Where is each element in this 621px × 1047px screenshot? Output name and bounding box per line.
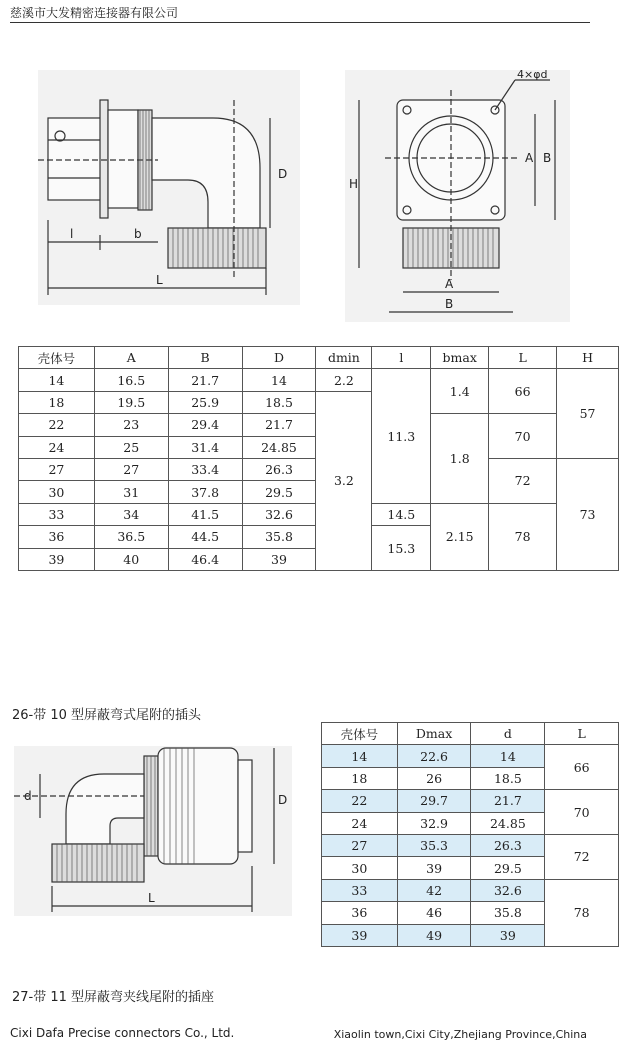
table-cell: 29.7 (397, 790, 471, 812)
table-cell: 35.8 (471, 902, 545, 924)
plug-side-view-drawing (14, 746, 292, 916)
table-cell: 29.4 (168, 414, 242, 436)
table-cell: 18 (322, 767, 398, 789)
table-cell: 39 (397, 857, 471, 879)
table-row (322, 745, 619, 767)
table-cell: 3.2 (316, 391, 372, 570)
table-header-row (322, 723, 619, 745)
table-cell: 24 (19, 436, 95, 458)
table-cell: 36.5 (94, 526, 168, 548)
table-cell: 36 (322, 902, 398, 924)
table-cell: 11.3 (372, 369, 431, 503)
table-cell: 72 (489, 458, 557, 503)
table-cell: 1.4 (431, 369, 489, 414)
table-cell: 14.5 (372, 503, 431, 525)
page-header-company: 慈溪市大发精密连接器有限公司 (10, 6, 179, 20)
table-cell: 18.5 (242, 391, 316, 413)
dim-label-L: L (156, 273, 163, 287)
table-cell: 14 (322, 745, 398, 767)
table-cell: 33 (19, 503, 95, 525)
table-cell: 40 (94, 548, 168, 570)
receptacle-side-view-drawing (38, 70, 300, 320)
table-cell: 34 (94, 503, 168, 525)
table-header-cell: d (471, 723, 545, 745)
table-cell: 33 (322, 879, 398, 901)
plug-dimension-table (321, 722, 619, 947)
table-cell: 72 (545, 834, 619, 879)
table-cell: 1.8 (431, 414, 489, 504)
table-header-cell: l (372, 347, 431, 369)
table-cell: 16.5 (94, 369, 168, 391)
table-cell: 39 (242, 548, 316, 570)
table-cell: 44.5 (168, 526, 242, 548)
table-cell: 35.3 (397, 834, 471, 856)
receptacle-dimension-table (18, 346, 619, 571)
dim-label-l: l (70, 227, 74, 241)
table-cell: 29.5 (471, 857, 545, 879)
table-header-cell: dmin (316, 347, 372, 369)
table-cell: 24.85 (471, 812, 545, 834)
table-header-cell: D (242, 347, 316, 369)
section-title-26: 26-带 10 型屏蔽弯式尾附的插头 (12, 708, 202, 723)
table-cell: 31.4 (168, 436, 242, 458)
table-cell: 22 (322, 790, 398, 812)
table-cell: 33.4 (168, 458, 242, 480)
table-cell: 25.9 (168, 391, 242, 413)
table-header-cell: 壳体号 (19, 347, 95, 369)
table-cell: 19.5 (94, 391, 168, 413)
table-cell: 39 (322, 924, 398, 946)
table-header-cell: A (94, 347, 168, 369)
table-cell: 46.4 (168, 548, 242, 570)
table-header-cell: H (557, 347, 619, 369)
table-cell: 22.6 (397, 745, 471, 767)
table-header-cell: Dmax (397, 723, 471, 745)
table-cell: 24 (322, 812, 398, 834)
section-title-27: 27-带 11 型屏蔽弯夹线尾附的插座 (12, 990, 215, 1005)
table-cell: 31 (94, 481, 168, 503)
table-cell: 42 (397, 879, 471, 901)
table-cell: 15.3 (372, 526, 431, 571)
table-cell: 37.8 (168, 481, 242, 503)
dim-label-A-vertical: A (525, 151, 534, 165)
dim-label-b: b (134, 227, 142, 241)
table-cell: 78 (489, 503, 557, 570)
table-cell: 39 (19, 548, 95, 570)
table-cell: 57 (557, 369, 619, 459)
table-header-cell: bmax (431, 347, 489, 369)
table-header-row (19, 347, 619, 369)
table-cell: 78 (545, 879, 619, 946)
table-cell: 21.7 (242, 414, 316, 436)
table-cell: 24.85 (242, 436, 316, 458)
table-cell: 2.15 (431, 503, 489, 570)
table-header-cell: 壳体号 (322, 723, 398, 745)
table-cell: 70 (489, 414, 557, 459)
dim-label-d: d (24, 789, 32, 803)
footer-address: Xiaolin town,Cixi City,Zhejiang Province,China (333, 1028, 587, 1041)
dim-label-B-vertical: B (543, 151, 552, 165)
dim-label-D: D (278, 167, 288, 181)
footer-company: Cixi Dafa Precise connectors Co., Ltd. (10, 1026, 235, 1040)
table-row (19, 369, 619, 391)
table-cell: 26.3 (242, 458, 316, 480)
table-cell: 30 (322, 857, 398, 879)
table-cell: 66 (489, 369, 557, 414)
table-cell: 41.5 (168, 503, 242, 525)
table-row (322, 879, 619, 901)
table-cell: 23 (94, 414, 168, 436)
table-cell: 26.3 (471, 834, 545, 856)
table-cell: 30 (19, 481, 95, 503)
table-cell: 21.7 (471, 790, 545, 812)
table-cell: 22 (19, 414, 95, 436)
table-cell: 27 (322, 834, 398, 856)
table-cell: 26 (397, 767, 471, 789)
table-cell: 27 (19, 458, 95, 480)
table-cell: 14 (471, 745, 545, 767)
table-cell: 70 (545, 790, 619, 835)
table-header-cell: B (168, 347, 242, 369)
table-cell: 18.5 (471, 767, 545, 789)
table-cell: 2.2 (316, 369, 372, 391)
hole-callout-label: 4×φd (517, 70, 548, 81)
table-header-cell: L (545, 723, 619, 745)
table-cell: 39 (471, 924, 545, 946)
table-cell: 32.9 (397, 812, 471, 834)
dim-label-H: H (349, 177, 359, 191)
header-divider (10, 22, 590, 23)
table-cell: 25 (94, 436, 168, 458)
table-cell: 32.6 (242, 503, 316, 525)
table-cell: 14 (19, 369, 95, 391)
table-row (322, 790, 619, 812)
dim-label-B-horizontal: B (445, 297, 454, 311)
table-cell: 49 (397, 924, 471, 946)
dim-label-D: D (278, 793, 288, 807)
dim-label-A-horizontal: A (445, 277, 454, 291)
table-header-cell: L (489, 347, 557, 369)
dim-label-L: L (148, 891, 155, 905)
table-cell: 21.7 (168, 369, 242, 391)
table-cell: 35.8 (242, 526, 316, 548)
table-cell: 36 (19, 526, 95, 548)
table-cell: 46 (397, 902, 471, 924)
table-cell: 27 (94, 458, 168, 480)
receptacle-front-view-drawing (345, 70, 570, 322)
table-cell: 18 (19, 391, 95, 413)
table-cell: 29.5 (242, 481, 316, 503)
table-cell: 66 (545, 745, 619, 790)
table-cell: 14 (242, 369, 316, 391)
table-cell: 32.6 (471, 879, 545, 901)
table-row (322, 834, 619, 856)
table-cell: 73 (557, 458, 619, 570)
